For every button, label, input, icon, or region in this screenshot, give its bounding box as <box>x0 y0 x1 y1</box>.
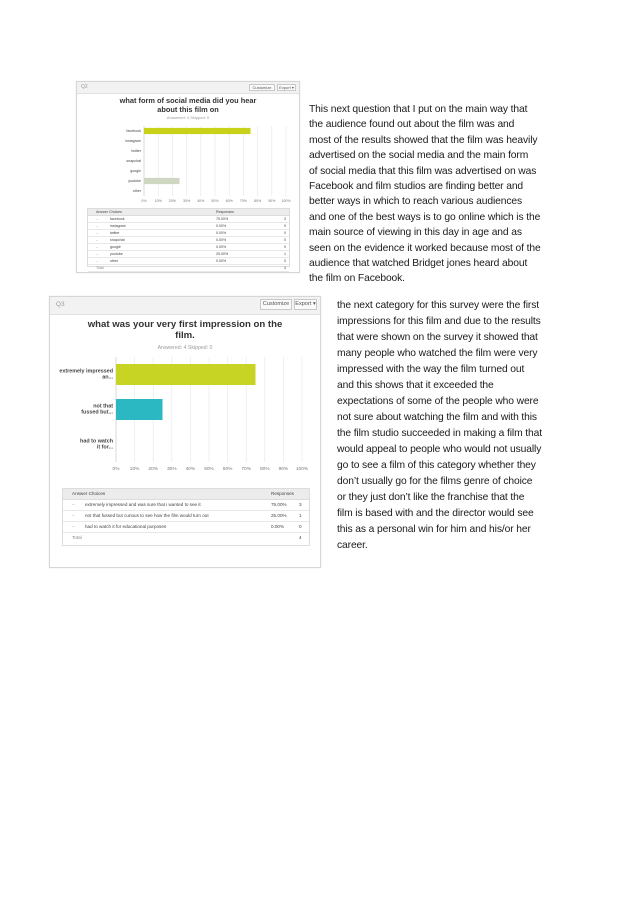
x-tick-label: 30% <box>182 199 191 203</box>
paragraph-line: impressions for this film and due to the results <box>337 316 541 327</box>
x-tick-label: 40% <box>197 199 205 203</box>
export-button[interactable]: Export ▾ <box>294 299 317 310</box>
total-label: Total <box>72 535 82 540</box>
survey-results-panel-q2 <box>76 81 300 273</box>
response-count: 0 <box>284 259 286 263</box>
category-label: other <box>132 188 141 193</box>
paragraph-line: that were shown on the survey it showed that <box>337 332 538 343</box>
paragraph-line: or they just don’t like the franchise that the <box>337 492 525 503</box>
x-tick-label: 0% <box>141 199 147 203</box>
paragraph-line: main source of viewing in this day in age and as <box>309 227 522 239</box>
paragraph-line: better ways in which to reach various audiences <box>309 196 522 208</box>
x-tick-label: 80% <box>259 467 270 472</box>
bar-chart-svg <box>50 355 320 485</box>
answer-choice: snapchat <box>110 238 125 242</box>
response-percent: 0.00% <box>216 224 227 228</box>
paragraph-line: many people who watched the film were very <box>337 348 538 359</box>
column-header: Answer Choices <box>72 491 106 496</box>
answer-table <box>62 488 310 546</box>
paragraph-line: most of the results showed that the film was heavily <box>309 134 538 146</box>
panel-toolbar <box>77 82 299 94</box>
panel-toolbar <box>50 297 320 315</box>
paragraph-line: and this shows that it exceeded the <box>337 380 494 391</box>
bar <box>116 399 163 420</box>
answer-choice: google <box>110 245 121 249</box>
table-row <box>88 230 289 237</box>
bar-chart <box>50 355 320 485</box>
answer-choice: twitter <box>110 231 120 235</box>
paragraph-line: Facebook and film studios are finding better and <box>309 181 524 193</box>
row-bullet: – <box>72 502 75 507</box>
row-bullet: – <box>96 259 98 263</box>
category-label-line: fussed but... <box>81 409 113 416</box>
response-count: 0 <box>284 245 286 249</box>
answer-choice: extremely impressed and was sure that i wanted to see it <box>85 502 201 507</box>
response-count: 0 <box>299 524 302 529</box>
response-count: 3 <box>299 502 302 507</box>
answer-choice: youtube <box>110 252 123 256</box>
bar <box>144 128 251 134</box>
chart-title-line: what form of social media did you hear <box>119 96 257 105</box>
chart-title <box>77 97 299 114</box>
x-tick-label: 100% <box>295 467 309 472</box>
row-bullet: – <box>96 217 98 221</box>
table-row <box>88 251 289 258</box>
category-label: facebook <box>126 128 141 133</box>
answered-skipped-meta: Answered: 4 Skipped: 0 <box>166 115 210 120</box>
column-header: Responses <box>271 491 294 496</box>
category-label: twitter <box>131 148 141 153</box>
chart-title-line: what was your very first impression on the <box>87 319 283 330</box>
table-row <box>88 216 289 223</box>
table-row <box>88 258 289 265</box>
paragraph-social-media <box>309 102 541 287</box>
total-count: 4 <box>299 535 302 540</box>
category-label-line: not that <box>93 403 113 410</box>
x-tick-label: 70% <box>241 467 252 472</box>
table-header <box>63 489 309 500</box>
x-tick-label: 70% <box>239 199 248 203</box>
paragraph-line: the film studio succeeded in making a film that <box>337 428 542 439</box>
paragraph-line: career. <box>337 540 368 551</box>
customize-button[interactable]: Customize <box>249 84 275 91</box>
x-tick-label: 10% <box>154 199 162 203</box>
category-label-line: it for... <box>96 444 113 451</box>
table-total-row <box>88 265 289 272</box>
table-row <box>88 244 289 251</box>
x-tick-label: 90% <box>268 199 276 203</box>
row-bullet: – <box>96 224 98 228</box>
paragraph-line: advertised on the social media and the main form <box>309 150 529 162</box>
paragraph-line: not sure about watching the film and with this <box>337 412 537 423</box>
response-count: 3 <box>284 217 286 221</box>
answer-choice: had to watch it for educational purposes <box>85 524 167 529</box>
x-tick-label: 60% <box>225 199 233 203</box>
response-count: 0 <box>284 231 286 235</box>
table-row <box>63 511 309 522</box>
paragraph-line: film is based with and the director would see <box>337 508 534 519</box>
response-percent: 25.00% <box>271 513 287 518</box>
category-label <box>80 439 113 451</box>
chart-title-line: film. <box>175 330 195 341</box>
question-number: Q2 <box>81 84 88 90</box>
question-number: Q3 <box>56 301 65 308</box>
answer-choice: facebook <box>110 217 125 221</box>
response-percent: 0.00% <box>216 259 227 263</box>
table-header <box>88 209 289 216</box>
answer-choice: instagram <box>110 224 126 228</box>
category-label-line: extremely impressed <box>59 368 113 375</box>
response-count: 1 <box>284 252 286 256</box>
table-row <box>88 223 289 230</box>
x-tick-label: 60% <box>222 467 233 472</box>
survey-results-panel-q3 <box>49 296 321 568</box>
bar <box>144 178 180 184</box>
x-tick-label: 90% <box>278 467 289 472</box>
paragraph-line: this as a personal win for him and his/or her <box>337 524 531 535</box>
paragraph-line: go to see a film of this category whether they <box>337 460 536 471</box>
x-tick-label: 80% <box>253 199 262 203</box>
chart-title-line: about this film on <box>157 104 219 114</box>
category-label <box>81 404 113 416</box>
table-row <box>63 500 309 511</box>
category-label: snapchat <box>126 158 141 163</box>
response-percent: 0.00% <box>271 524 285 529</box>
paragraph-line: the film on Facebook. <box>309 273 405 285</box>
response-count: 0 <box>284 238 286 242</box>
x-tick-label: 10% <box>129 467 140 472</box>
response-percent: 25.00% <box>216 252 229 256</box>
total-count: 4 <box>284 266 286 270</box>
x-tick-label: 100% <box>281 199 291 203</box>
response-count: 0 <box>284 224 286 228</box>
category-label: google <box>130 168 141 173</box>
paragraph-line: of social media that this film was advertised on was <box>309 165 537 177</box>
response-percent: 75.00% <box>216 217 229 221</box>
row-bullet: – <box>96 238 98 242</box>
bar <box>116 364 256 385</box>
paragraph-line: audience that watched Bridget jones heard about <box>309 258 528 270</box>
response-count: 1 <box>299 513 302 518</box>
row-bullet: – <box>72 524 75 529</box>
paragraph-line: expectations of some of the people who were <box>337 396 539 407</box>
category-label: instagram <box>125 138 141 143</box>
bar-chart-svg <box>77 122 299 206</box>
column-header: Answer Choices <box>96 210 122 214</box>
x-tick-label: 40% <box>185 467 196 472</box>
paragraph-line: the next category for this survey were the first <box>337 300 539 311</box>
answer-table <box>87 208 290 270</box>
bar-chart <box>77 122 299 206</box>
x-tick-label: 30% <box>166 467 177 472</box>
paragraph-line: This next question that I put on the main way that <box>309 104 528 115</box>
paragraph-line: the audience found out about the film was and <box>309 119 515 131</box>
x-tick-label: 50% <box>204 467 214 472</box>
paragraph-line: impressed with the way the film turned out <box>337 364 525 375</box>
row-bullet: – <box>96 245 98 249</box>
paragraph-line: would appeal to people who would not usually <box>337 444 542 455</box>
response-percent: 0.00% <box>216 238 227 242</box>
category-label-line: an... <box>102 374 113 381</box>
category-label <box>59 369 113 381</box>
table-row <box>88 237 289 244</box>
x-tick-label: 50% <box>211 199 219 203</box>
paragraph-line: don’t usually go for the films genre of choice <box>337 476 533 487</box>
row-bullet: – <box>72 513 75 518</box>
response-percent: 75.00% <box>271 502 287 507</box>
response-percent: 0.00% <box>216 245 227 249</box>
category-label-line: had to watch <box>80 438 113 445</box>
paragraph-line: seen on the evidence it worked because most of the <box>309 242 541 254</box>
paragraph-line: and one of the best ways is to go online which is the <box>309 211 541 223</box>
column-header: Responses <box>216 210 234 214</box>
customize-button[interactable]: Customize <box>260 299 292 310</box>
row-bullet: – <box>96 231 98 235</box>
row-bullet: – <box>96 252 98 256</box>
x-tick-label: 20% <box>168 199 177 203</box>
answer-choice: not that fussed but curious to see how the film would turn out <box>85 513 209 518</box>
answer-choice: other <box>110 259 119 263</box>
response-percent: 0.00% <box>216 231 227 235</box>
paragraph-first-impression <box>337 298 542 554</box>
chart-title <box>50 319 320 341</box>
x-tick-label: 0% <box>112 467 120 472</box>
x-tick-label: 20% <box>148 467 159 472</box>
total-label: Total <box>96 266 104 270</box>
category-label: youtube <box>128 178 141 183</box>
export-button[interactable]: Export ▾ <box>277 84 296 91</box>
table-total-row <box>63 533 309 543</box>
answered-skipped-meta: Answered: 4 Skipped: 0 <box>157 345 213 351</box>
table-row <box>63 522 309 533</box>
